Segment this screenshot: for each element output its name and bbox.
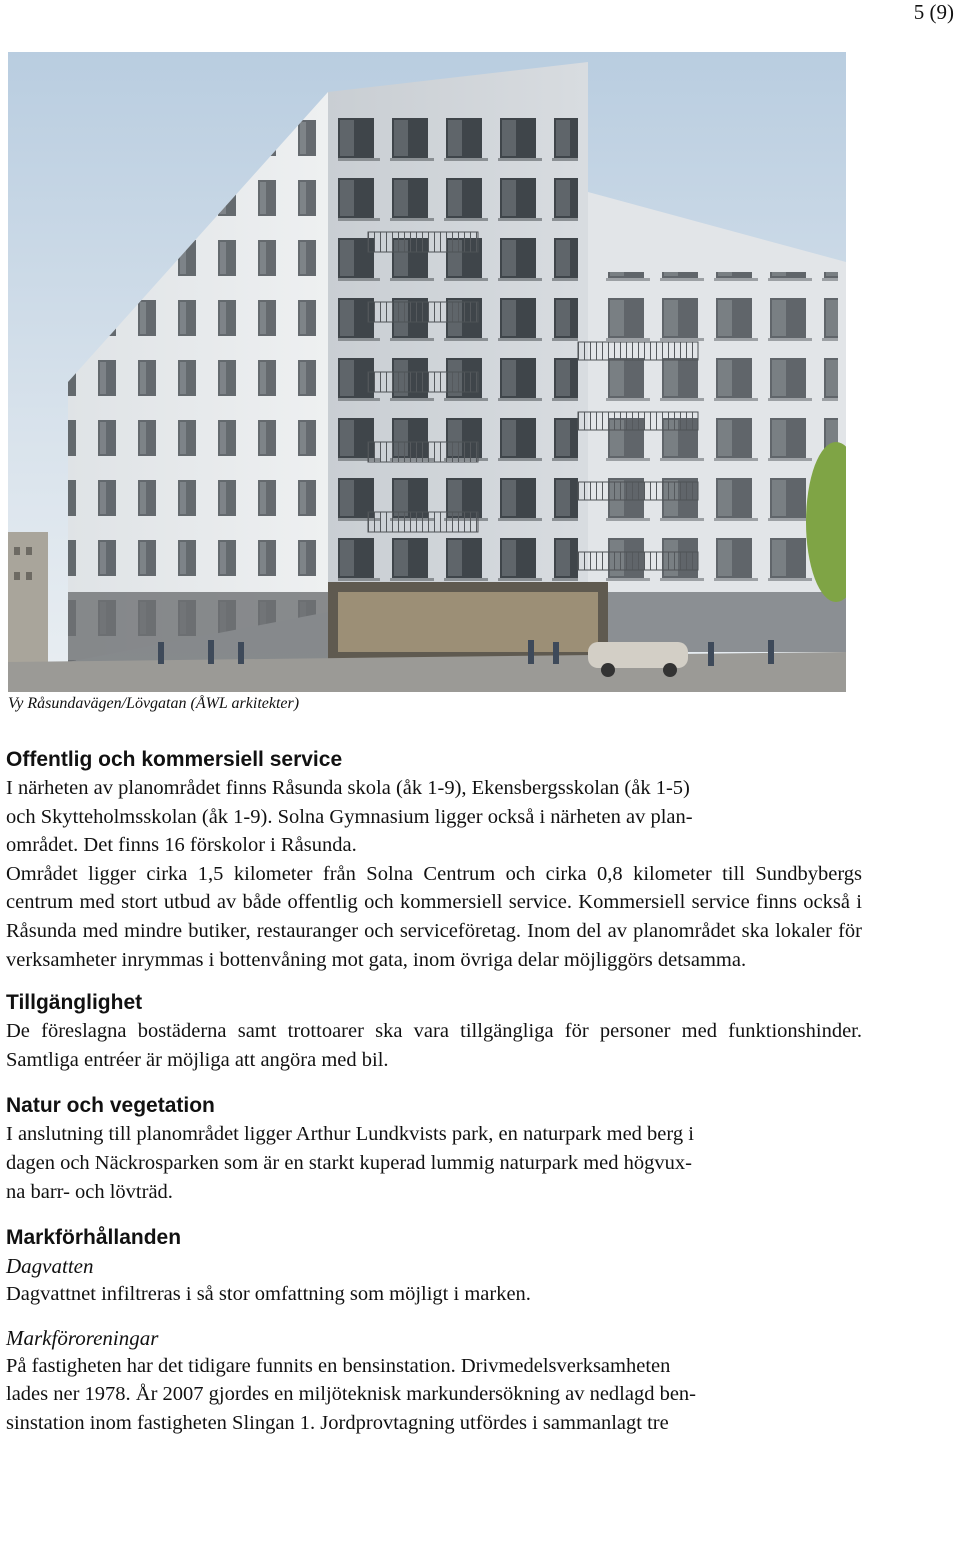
service-line-2: och Skytteholmsskolan (åk 1-9). Solna Gymnasium ligger också i närheten av plan- [6,805,693,828]
nature-line-3: na barr- och lövträd. [6,1180,173,1203]
accessibility-paragraph: De föreslagna bostäderna samt trottoarer ska vara tillgängliga för personer med funktionshinder. Samtliga entréer är möjliga att angöra med bil. [6,1020,862,1071]
service-line-1: I närheten av planområdet finns Råsunda skola (åk 1-9), Ekensbergsskolan (åk 1-5) [6,777,690,799]
document-body [6,746,862,1438]
page-number: 5 (9) [913,0,954,24]
contamination-line-2: lades ner 1978. År 2007 gjordes en miljöteknisk markundersökning av nedlagd ben- [6,1383,697,1406]
nature-line-1: I anslutning till planområdet ligger Arthur Lundkvists park, en naturpark med berg i [6,1123,694,1146]
contamination-line-3: sinstation inom fastigheten Slingan 1. Jordprovtagning utfördes i sammanlagt tre [6,1411,669,1434]
figure-caption: Vy Råsundavägen/Lövgatan (ÅWL arkitekter) [8,695,300,712]
service-line-3: området. Det finns 16 förskolor i Råsunda. [6,834,357,857]
building-rendering-image [8,52,846,692]
contamination-line-1: På fastigheten har det tidigare funnits en bensinstation. Drivmedelsverksamheten [6,1354,671,1377]
nature-line-2: dagen och Näckrosparken som är en starkt kuperad lummig naturpark med högvux- [6,1151,692,1174]
heading-ground: Markförhållanden [6,1226,182,1250]
service-paragraph-2: Området ligger cirka 1,5 kilometer från Solna Centrum och cirka 0,8 kilometer till Sundbybergs centrum med stort utbud av både offentlig och kommersiell service. Kommersiell service finns också i Råsunda med mindre butiker, restauranger och serviceföretag. Inom del av planområdet ska lokaler för verksamheter inrymmas i bottenvåning mot gata, inom övriga delar möjliggörs detsamma. [6,862,862,971]
heading-accessibility: Tillgänglighet [6,991,143,1015]
heading-service: Offentlig och kommersiell service [6,748,343,771]
heading-nature: Natur och vegetation [6,1094,215,1118]
subheading-contamination: Markföroreningar [6,1325,159,1350]
subheading-stormwater: Dagvatten [6,1254,94,1279]
stormwater-paragraph: Dagvattnet infiltreras i så stor omfattning som möjligt i marken. [6,1283,531,1306]
